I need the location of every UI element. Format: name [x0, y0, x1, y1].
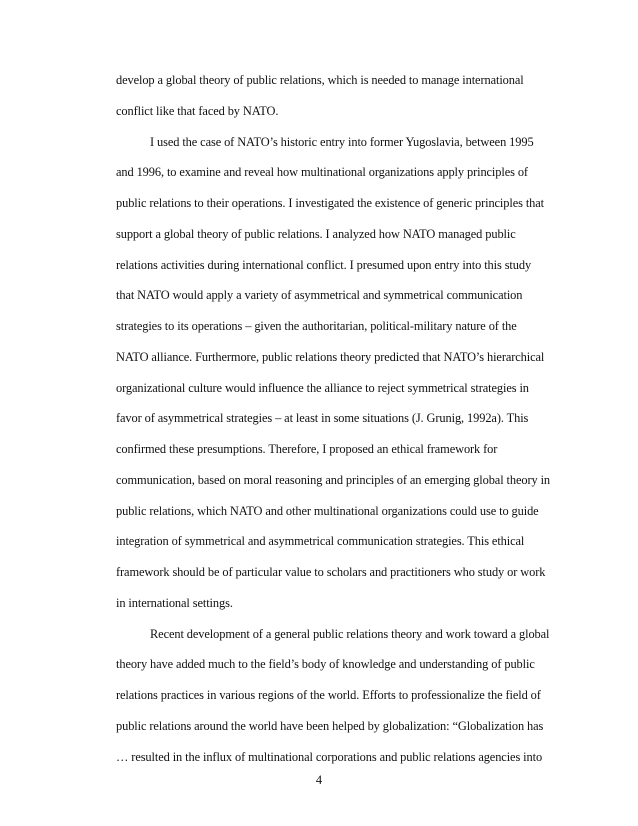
text-line-23: … resulted in the influx of multinational corporations and public relations agencies into	[116, 750, 543, 764]
text-line-21: relations practices in various regions of the world. Efforts to professionalize the field of	[116, 688, 541, 702]
text-line-14: communication, based on moral reasoning and principles of an emerging global theory in	[116, 473, 551, 487]
text-line-22: public relations around the world have been helped by globalization: “Globalization has	[116, 719, 544, 733]
text-line-8: that NATO would apply a variety of asymmetrical and symmetrical communication	[116, 288, 523, 302]
text-line-17: framework should be of particular value to scholars and practitioners who study or work	[116, 565, 546, 579]
text-line-7: relations activities during international conflict. I presumed upon entry into this study	[116, 258, 532, 272]
text-line-9: strategies to its operations – given the authoritarian, political-military nature of the	[116, 319, 517, 333]
text-line-19: Recent development of a general public relations theory and work toward a global	[150, 627, 550, 641]
text-line-3: I used the case of NATO’s historic entry into former Yugoslavia, between 1995	[150, 135, 534, 149]
text-line-2: conflict like that faced by NATO.	[116, 104, 279, 118]
text-line-5: public relations to their operations. I investigated the existence of generic principles that	[116, 196, 545, 210]
text-line-16: integration of symmetrical and asymmetrical communication strategies. This ethical	[116, 534, 525, 548]
text-line-15: public relations, which NATO and other multinational organizations could use to guide	[116, 504, 539, 518]
text-line-20: theory have added much to the field’s body of knowledge and understanding of public	[116, 657, 535, 671]
page-number: 4	[315, 773, 323, 787]
text-line-11: organizational culture would influence the alliance to reject symmetrical strategies in	[116, 381, 529, 395]
text-line-10: NATO alliance. Furthermore, public relations theory predicted that NATO’s hierarchical	[116, 350, 545, 364]
text-line-6: support a global theory of public relations. I analyzed how NATO managed public	[116, 227, 516, 241]
text-line-18: in international settings.	[116, 596, 233, 610]
text-line-4: and 1996, to examine and reveal how multinational organizations apply principles of	[116, 165, 528, 179]
text-line-13: confirmed these presumptions. Therefore, I proposed an ethical framework for	[116, 442, 498, 456]
text-line-12: favor of asymmetrical strategies – at least in some situations (J. Grunig, 1992a). This	[116, 411, 529, 425]
text-line-1: develop a global theory of public relations, which is needed to manage international	[116, 73, 524, 87]
